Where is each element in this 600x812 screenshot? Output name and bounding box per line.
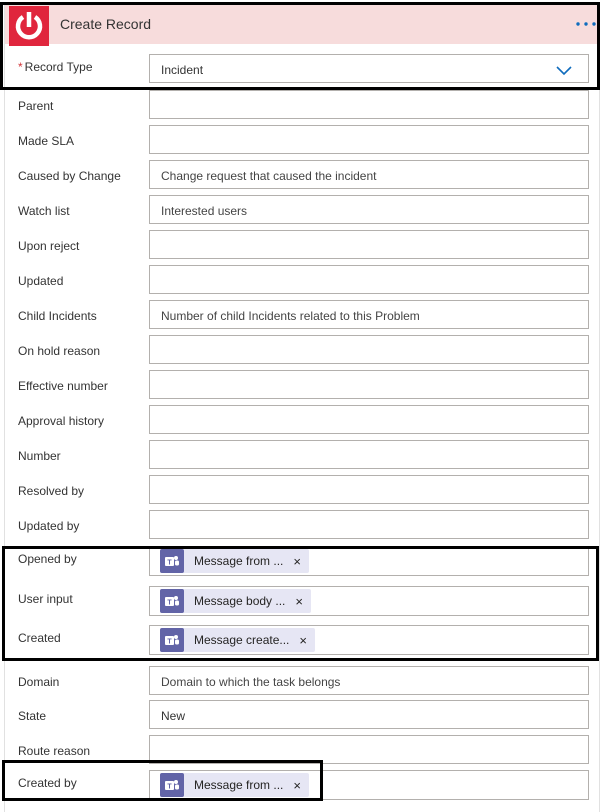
route-reason-input[interactable]: [149, 735, 589, 764]
field-row-created-by: [4, 770, 600, 805]
upon-reject-input[interactable]: [149, 230, 589, 259]
field-label: Child Incidents: [18, 309, 97, 323]
field-label: Number: [18, 449, 61, 463]
on-hold-reason-input[interactable]: [149, 335, 589, 364]
servicenow-logo-icon: [9, 6, 49, 46]
field-label: Created: [18, 631, 61, 645]
field-row-resolved-by: [4, 475, 600, 510]
field-placeholder: Number of child Incidents related to this Problem: [161, 309, 420, 323]
created-input[interactable]: [149, 625, 589, 655]
field-row-parent: [4, 90, 600, 125]
effective-number-input[interactable]: [149, 370, 589, 399]
field-row-made-sla: [4, 125, 600, 160]
field-label: Route reason: [18, 744, 91, 758]
svg-text:T: T: [167, 638, 172, 646]
parent-input[interactable]: [149, 90, 589, 119]
field-row-watch-list: [4, 195, 600, 230]
dynamic-content-token[interactable]: [160, 773, 309, 797]
field-row-route-reason: [4, 735, 600, 770]
field-placeholder: Domain to which the task belongs: [161, 675, 341, 689]
remove-token-icon[interactable]: ×: [299, 632, 307, 648]
state-input[interactable]: [149, 700, 589, 729]
field-label: Domain: [18, 675, 60, 689]
field-label: User input: [18, 592, 73, 606]
field-row-approval-history: [4, 405, 600, 440]
field-row-upon-reject: [4, 230, 600, 265]
field-row-state: [4, 700, 600, 735]
number-input[interactable]: [149, 440, 589, 469]
domain-input[interactable]: [149, 666, 589, 695]
field-placeholder: Interested users: [161, 204, 248, 218]
teams-icon: [160, 549, 184, 573]
field-row-number: [4, 440, 600, 475]
field-label: Caused by Change: [18, 169, 121, 183]
field-row-updated-by: [4, 510, 600, 545]
field-row-user-input: [4, 586, 600, 621]
token-label: Message create...: [194, 633, 290, 647]
field-row-updated: [4, 265, 600, 300]
record-type-row: [4, 54, 600, 89]
created-by-input[interactable]: [149, 770, 589, 800]
field-placeholder: Change request that caused the incident: [161, 169, 377, 183]
dynamic-content-token[interactable]: [160, 628, 315, 652]
field-label: Updated by: [18, 519, 80, 533]
resolved-by-input[interactable]: [149, 475, 589, 504]
remove-token-icon[interactable]: ×: [293, 777, 301, 793]
caused-by-change-input[interactable]: [149, 160, 589, 189]
token-label: Message body ...: [194, 594, 286, 608]
updated-by-input[interactable]: [149, 510, 589, 539]
field-label: Resolved by: [18, 484, 85, 498]
field-label: Opened by: [18, 552, 77, 566]
chevron-down-icon: [556, 64, 572, 76]
field-label: On hold reason: [18, 344, 101, 358]
updated-input[interactable]: [149, 265, 589, 294]
field-row-caused-by-change: [4, 160, 600, 195]
teams-icon: [160, 773, 184, 797]
field-label: Watch list: [18, 204, 70, 218]
remove-token-icon[interactable]: ×: [295, 593, 303, 609]
action-title: Create Record: [60, 16, 152, 32]
field-row-child-incidents: [4, 300, 600, 335]
field-row-domain: [4, 666, 600, 701]
remove-token-icon[interactable]: ×: [293, 553, 301, 569]
user-input-input[interactable]: [149, 586, 589, 616]
field-label: Approval history: [18, 414, 105, 428]
field-label: Made SLA: [18, 134, 75, 148]
field-row-created: [4, 625, 600, 660]
dynamic-content-token[interactable]: [160, 589, 311, 613]
field-label: Created by: [18, 776, 77, 790]
svg-text:T: T: [167, 783, 172, 791]
more-options-icon[interactable]: [574, 14, 598, 34]
field-label: Effective number: [18, 379, 108, 393]
record-type-dropdown[interactable]: [149, 54, 589, 83]
field-label: Upon reject: [18, 239, 80, 253]
teams-icon: [160, 628, 184, 652]
opened-by-input[interactable]: [149, 546, 589, 576]
token-label: Message from ...: [194, 554, 284, 568]
token-label: Message from ...: [194, 778, 284, 792]
field-label: Parent: [18, 99, 54, 113]
record-type-label: * Record Type: [18, 60, 93, 74]
watch-list-input[interactable]: [149, 195, 589, 224]
svg-text:T: T: [167, 599, 172, 607]
record-type-value: Incident: [161, 63, 204, 77]
made-sla-input[interactable]: [149, 125, 589, 154]
field-label: State: [18, 709, 47, 723]
action-card-header[interactable]: [4, 4, 600, 44]
field-row-effective-number: [4, 370, 600, 405]
approval-history-input[interactable]: [149, 405, 589, 434]
field-label: Updated: [18, 274, 64, 288]
svg-text:T: T: [167, 559, 172, 567]
child-incidents-input[interactable]: [149, 300, 589, 329]
dynamic-content-token[interactable]: [160, 549, 309, 573]
required-marker: *: [18, 60, 23, 74]
teams-icon: [160, 589, 184, 613]
field-value: New: [161, 709, 186, 723]
field-row-opened-by: [4, 546, 600, 581]
field-row-on-hold-reason: [4, 335, 600, 370]
